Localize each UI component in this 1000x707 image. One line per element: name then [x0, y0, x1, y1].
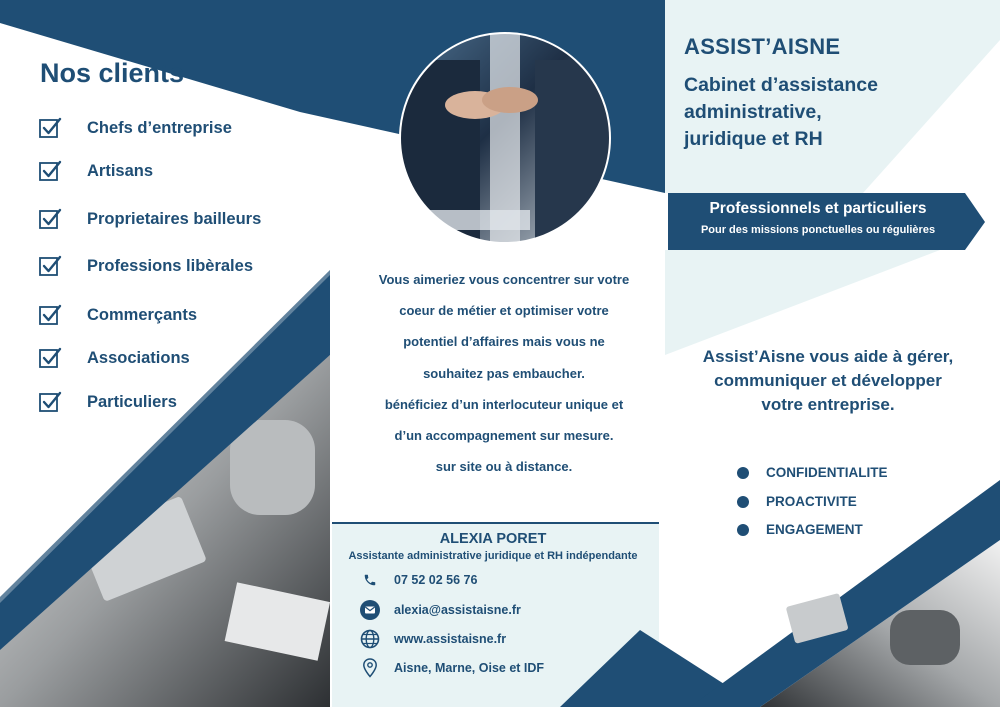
- clients-title: Nos clients: [40, 58, 185, 88]
- client-item: [38, 205, 261, 233]
- checkbox-checked-icon: [38, 345, 64, 371]
- client-label: Proprietaires bailleurs: [87, 209, 262, 228]
- globe-icon: [360, 629, 380, 649]
- client-label: Chefs d’entreprise: [87, 118, 232, 137]
- pitch-line: votre entreprise.: [761, 395, 895, 414]
- client-label: Artisans: [87, 161, 154, 180]
- brand-name: ASSIST’AISNE: [684, 34, 841, 59]
- client-label: Particuliers: [87, 392, 177, 411]
- website-link[interactable]: www.assistaisne.fr: [394, 632, 507, 646]
- intro-text: [356, 264, 652, 482]
- checkbox-checked-icon: [38, 115, 64, 141]
- value-label: ENGAGEMENT: [766, 522, 863, 537]
- brand-tagline: [684, 72, 984, 153]
- client-label: Professions libèrales: [87, 256, 253, 275]
- checkbox-checked-icon: [38, 389, 64, 415]
- phone-icon: [360, 570, 380, 590]
- client-item: [38, 301, 197, 329]
- value-label: CONFIDENTIALITE: [766, 465, 888, 480]
- pitch-text: [672, 345, 984, 417]
- intro-line: Vous aimeriez vous concentrer sur votre: [378, 272, 630, 287]
- pitch-line: communiquer et développer: [714, 371, 942, 390]
- intro-line: souhaitez pas embaucher.: [423, 365, 585, 381]
- person-shape: [230, 420, 315, 515]
- bullet-dot-icon: [737, 467, 749, 479]
- ribbon-subtitle: Pour des missions ponctuelles ou régulières: [700, 224, 936, 236]
- intro-line: potentiel d’affaires mais vous ne: [403, 334, 605, 350]
- client-item: [38, 157, 153, 185]
- email-icon: [360, 600, 380, 620]
- checkbox-checked-icon: [38, 253, 64, 279]
- client-item: [38, 388, 177, 416]
- contact-location: [360, 657, 544, 679]
- client-item: [38, 344, 190, 372]
- intro-line: sur site ou à distance.: [435, 459, 573, 475]
- client-item: [38, 252, 253, 280]
- intro-line: bénéficiez d’un interlocuteur unique et: [384, 396, 624, 412]
- intro-line: coeur de métier et optimiser votre: [399, 303, 609, 319]
- location-text: Aisne, Marne, Oise et IDF: [394, 661, 545, 675]
- value-item: [737, 522, 863, 537]
- contact-website: [360, 628, 506, 650]
- client-item: [38, 114, 232, 142]
- handshake-photo: [400, 33, 610, 243]
- intro-line: d’un accompagnement sur mesure.: [394, 428, 614, 444]
- location-pin-icon: [360, 658, 380, 678]
- contact-role: Assistante administrative juridique et RH indépendante: [348, 550, 638, 562]
- checkbox-checked-icon: [38, 158, 64, 184]
- contact-phone: [360, 569, 477, 591]
- tagline-line: Cabinet d’assistance: [684, 74, 878, 96]
- checkbox-checked-icon: [38, 302, 64, 328]
- ribbon-title: Professionnels et particuliers: [709, 200, 927, 217]
- value-item: [737, 494, 857, 509]
- phone-number[interactable]: 07 52 02 56 76: [394, 573, 478, 587]
- email-address[interactable]: alexia@assistaisne.fr: [394, 603, 521, 617]
- bullet-dot-icon: [737, 496, 749, 508]
- client-label: Associations: [87, 348, 190, 367]
- contact-email: [360, 599, 521, 621]
- contact-name: ALEXIA PORET: [439, 531, 547, 547]
- value-item: [737, 465, 888, 480]
- bullet-dot-icon: [737, 524, 749, 536]
- client-label: Commerçants: [87, 305, 198, 324]
- value-label: PROACTIVITE: [766, 494, 857, 509]
- tagline-line: juridique et RH: [684, 128, 823, 150]
- checkbox-checked-icon: [38, 206, 64, 232]
- tagline-line: administrative,: [684, 101, 822, 123]
- pitch-line: Assist’Aisne vous aide à gérer,: [702, 347, 954, 366]
